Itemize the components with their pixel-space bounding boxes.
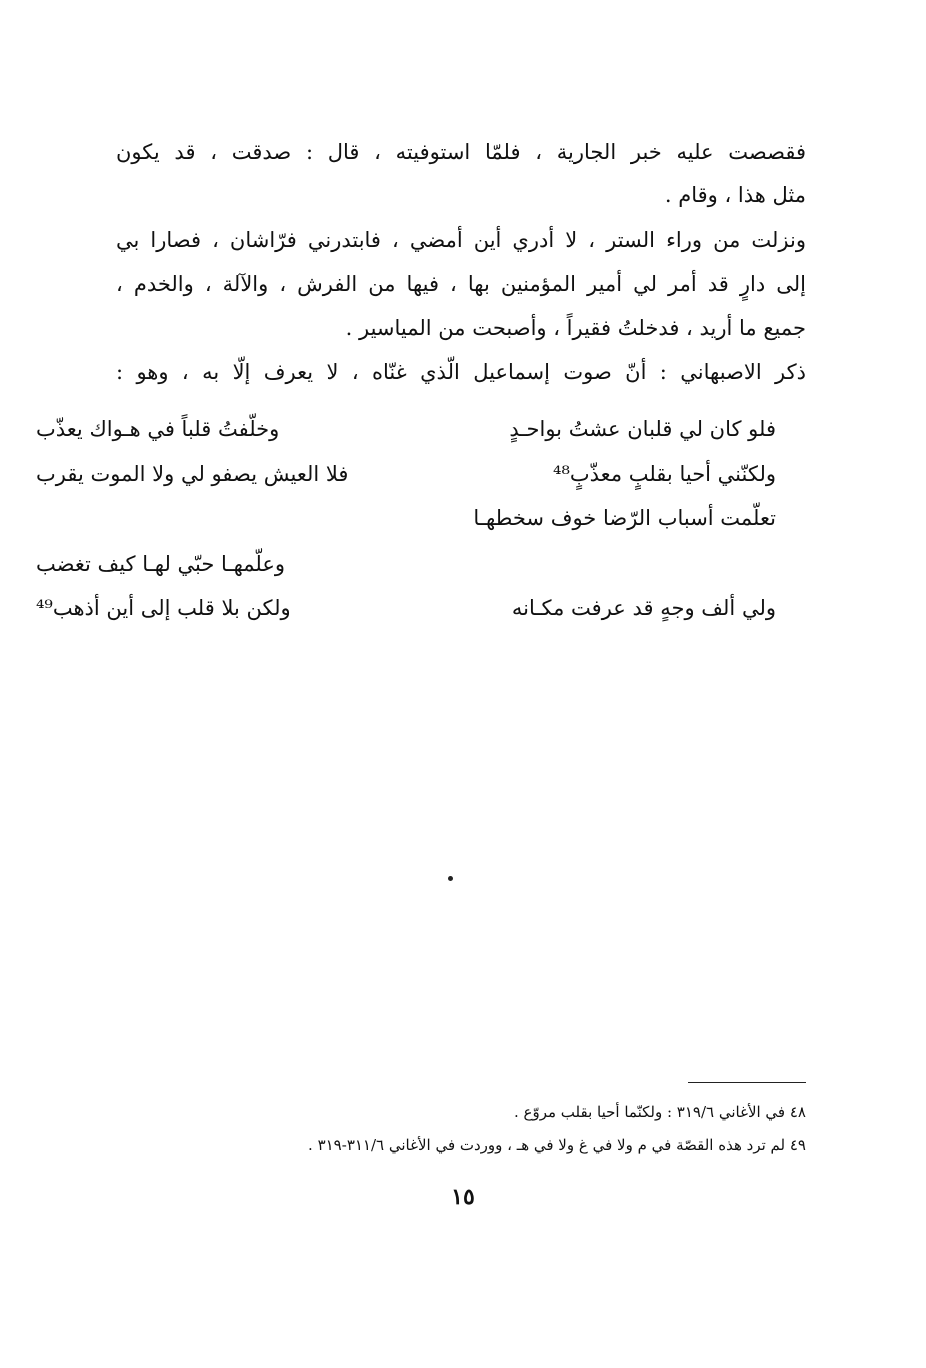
verse-second-hemistich: وعلّمهـا حبّي لهـا كيف تغضب bbox=[36, 552, 286, 576]
verse-second-hemistich: فلا العيش يصفو لي ولا الموت يقرب bbox=[36, 462, 349, 486]
verse-first-hemistich: ولكنّني أحيا بقلبٍ معذّبٍ⁴⁸ bbox=[553, 462, 776, 486]
prose-line: مثل هذا ، وقام . bbox=[664, 183, 806, 207]
prose-line: ونزلت من وراء الستر ، لا أدري أين أمضي ، فابتدرني فرّاشان ، فصارا بي bbox=[116, 228, 806, 252]
verse-second-hemistich: ولكن بلا قلب إلى أين أذهب⁴⁹ bbox=[36, 596, 291, 620]
footnote: ٤٨ في الأغاني ٣١٩/٦ : ولكنّما أحيا بقلب مروّع . bbox=[514, 1103, 806, 1121]
verse-first-hemistich: فلو كان لي قلبان عشتُ بواحـدٍ bbox=[509, 417, 776, 441]
poem-verse bbox=[36, 457, 776, 491]
poem-verse bbox=[36, 547, 776, 581]
scan-speck bbox=[448, 876, 453, 881]
page-number: ١٥ bbox=[451, 1184, 475, 1210]
verse-first-hemistich: ولي ألف وجهٍ قد عرفت مكـانه bbox=[511, 596, 776, 620]
prose-line: فقصصت عليه خبر الجارية ، فلمّا استوفيته ، قال : صدقت ، قد يكون bbox=[116, 140, 806, 164]
verse-second-hemistich: وخلّفتُ قلباً في هـواك يعذّب bbox=[36, 417, 280, 441]
prose-line: إلى دارٍ قد أمر لي أمير المؤمنين بها ، فيها من الفرش ، والآلة ، والخدم ، bbox=[116, 272, 806, 296]
verse-first-hemistich: تعلّمت أسباب الرّضا خوف سخطهـا bbox=[473, 506, 776, 530]
footnote: ٤٩ لم ترد هذه القصّة في م ولا في غ ولا في هـ ، ووردت في الأغاني ٣١١/٦-٣١٩ . bbox=[308, 1136, 806, 1154]
poem-verse bbox=[36, 501, 776, 535]
prose-line: ذكر الاصبهاني : أنّ صوت إسماعيل الّذي غنّاه ، لا يعرف إلّا به ، وهو : bbox=[116, 360, 806, 384]
footnote-rule bbox=[688, 1082, 806, 1083]
poem-verse bbox=[36, 412, 776, 446]
prose-line: جميع ما أريد ، فدخلتُ فقيراً ، وأصبحت من المياسير . bbox=[345, 316, 806, 340]
poem-verse bbox=[36, 591, 776, 625]
